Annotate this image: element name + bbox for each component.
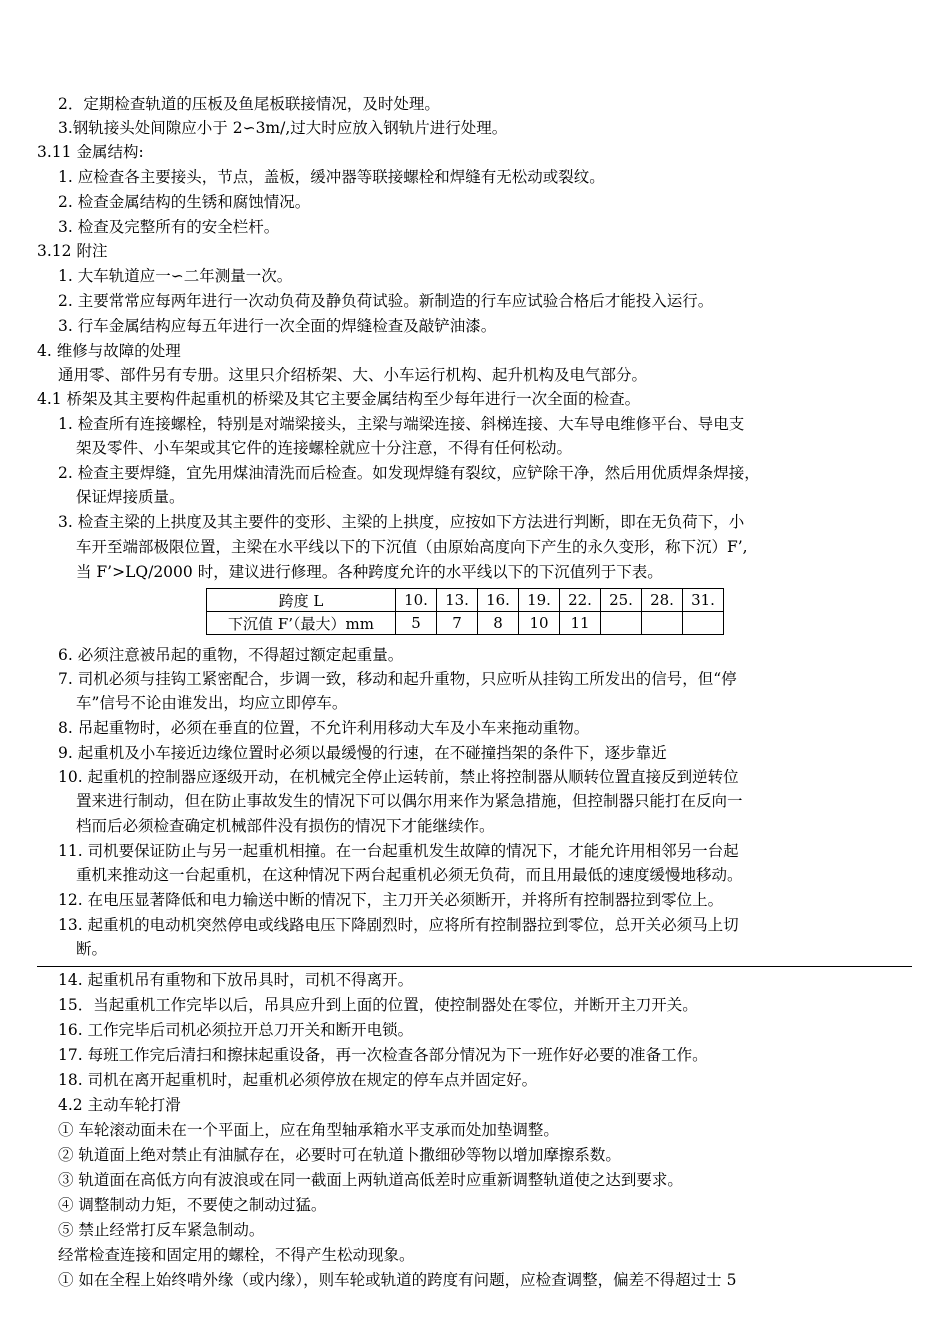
table-cell: 19. [519, 589, 560, 612]
text-line: 重机来推动这一台起重机，在这种情况下两台起重机必须无负荷，而且用最低的速度缓慢地移动。 [76, 866, 743, 884]
text-line: ⑤ 禁止经常打反车紧急制动。 [58, 1221, 265, 1239]
text-line: 3.钢轨接头处间隙应小于 2∽3m/,过大时应放入钢轨片进行处理。 [58, 119, 508, 137]
text-line: 1. 应检查各主要接头，节点，盖板，缓冲器等联接螺栓和焊缝有无松动或裂纹。 [58, 168, 605, 186]
text-line: ② 轨道面上绝对禁止有油腻存在，必要时可在轨道卜撒细砂等物以增加摩擦系数。 [58, 1146, 621, 1164]
table-cell: 25. [601, 589, 642, 612]
text-line: 11. 司机要保证防止与另一起重机相撞。在一台起重机发生故障的情况下，才能允许用相邻另一台起 [58, 842, 739, 860]
text-line: 1. 检查所有连接螺栓，特别是对端梁接头，主梁与端梁连接、斜梯连接、大车导电维修平台、导电支 [58, 415, 745, 433]
table-cell: 11 [560, 612, 601, 635]
text-line: 置来进行制动，但在防止事故发生的情况下可以偶尔用来作为紧急措施，但控制器只能打在反向一 [76, 792, 743, 810]
text-line: 7. 司机必须与挂钩工紧密配合，步调一致，移动和起升重物，只应听从挂钩工所发出的信号，但“停 [58, 670, 737, 688]
text-line: ③ 轨道面在高低方向有波浪或在同一截面上两轨道高低差时应重新调整轨道使之达到要求。 [58, 1171, 683, 1189]
text-line: 2. 主要常常应每两年进行一次动负荷及静负荷试验。新制造的行车应试验合格后才能投入运行。 [58, 292, 714, 310]
text-line: 8. 吊起重物时，必须在垂直的位置，不允许利用移动大车及小车来拖动重物。 [58, 719, 590, 737]
table-cell: 16. [478, 589, 519, 612]
table-cell: 7 [437, 612, 478, 635]
text-line: 保证焊接质量。 [76, 488, 185, 506]
text-line: ④ 调整制动力矩，不要使之制动过猛。 [58, 1196, 327, 1214]
text-line: 经常检查连接和固定用的螺栓，不得产生松动现象。 [58, 1246, 415, 1264]
text-line: 17. 每班工作完后清扫和擦抹起重设备，再一次检查各部分情况为下一班作好必要的准备工作。 [58, 1046, 708, 1064]
text-line: 4.1 桥架及其主要构件起重机的桥梁及其它主要金属结构至少每年进行一次全面的检查。 [37, 390, 641, 408]
text-line: 车开至端部极限位置，主梁在水平线以下的下沉值（由原始高度向下产生的永久变形，称下沉）F’, [76, 538, 748, 556]
text-line: 车”信号不论由谁发出，均应立即停车。 [76, 694, 348, 712]
table-cell: 10 [519, 612, 560, 635]
table-cell [601, 612, 642, 635]
table-cell: 8 [478, 612, 519, 635]
text-line: 3. 检查及完整所有的安全栏杆。 [58, 218, 280, 236]
table-cell [683, 612, 724, 635]
text-line: 当 F’>LQ/2000 时，建议进行修理。各种跨度允许的水平线以下的下沉值列于下表。 [76, 563, 663, 581]
text-line: 6. 必须注意被吊起的重物，不得超过额定起重量。 [58, 646, 404, 664]
text-line: 10. 起重机的控制器应逐级开动，在机械完全停止运转前，禁止将控制器从顺转位置直接反到逆转位 [58, 768, 739, 786]
text-line: 18. 司机在离开起重机时，起重机必须停放在规定的停车点并固定好。 [58, 1071, 538, 1089]
text-line: 12. 在电压显著降低和电力输送中断的情况下，主刀开关必须断开，并将所有控制器拉到零位上。 [58, 891, 724, 909]
text-line: 9. 起重机及小车接近边缘位置时必须以最缓慢的行速，在不碰撞挡架的条件下，逐步靠近 [58, 744, 667, 762]
text-line: 断。 [76, 940, 108, 958]
span-sink-table [206, 588, 724, 635]
text-line: 档而后必须检查确定机械部件没有损伤的情况下才能继续作。 [76, 817, 495, 835]
text-line: 1. 大车轨道应一∽二年测量一次。 [58, 267, 293, 285]
text-line: 15．当起重机工作完毕以后，吊具应升到上面的位置，使控制器处在零位，并断开主刀开关。 [58, 996, 698, 1014]
text-line: 4. 维修与故障的处理 [37, 342, 181, 360]
text-line: 3.11 金属结构: [37, 143, 144, 161]
text-line: ① 车轮滚动面未在一个平面上，应在角型轴承箱水平支承而处加垫调整。 [58, 1121, 559, 1139]
text-line: 2. 检查金属结构的生锈和腐蚀情况。 [58, 193, 311, 211]
text-line: 3. 检查主梁的上拱度及其主要件的变形、主梁的上拱度，应按如下方法进行判断，即在无负荷下，小 [58, 513, 745, 531]
page-divider [37, 966, 912, 967]
text-line: 3. 行车金属结构应每五年进行一次全面的焊缝检查及敲铲油漆。 [58, 317, 497, 335]
table-cell [642, 612, 683, 635]
table-cell: 31. [683, 589, 724, 612]
table-cell: 28. [642, 589, 683, 612]
table-row-span [207, 589, 724, 612]
text-line: ① 如在全程上始终啃外缘（或内缘），则车轮或轨道的跨度有问题，应检查调整，偏差不得超过士 5 [58, 1271, 737, 1289]
text-line: 2. 检查主要焊缝，宜先用煤油清洗而后检查。如发现焊缝有裂纹，应铲除干净，然后用优质焊条焊接， [58, 464, 760, 482]
table-row-sink [207, 612, 724, 635]
table-header-sink: 下沉值 F’（最大）mm [207, 612, 396, 635]
table-header-span: 跨度 L [207, 589, 396, 612]
text-line: 16. 工作完毕后司机必须拉开总刀开关和断开电锁。 [58, 1021, 414, 1039]
table-cell: 5 [396, 612, 437, 635]
text-line: 4.2 主动车轮打滑 [58, 1096, 181, 1114]
text-line: 通用零、部件另有专册。这里只介绍桥架、大、小车运行机构、起升机构及电气部分。 [58, 366, 648, 384]
text-line: 3.12 附注 [37, 242, 108, 260]
text-line: 13. 起重机的电动机突然停电或线路电压下降剧烈时，应将所有控制器拉到零位，总开关必须马上切 [58, 916, 739, 934]
table-cell: 10. [396, 589, 437, 612]
table-cell: 22. [560, 589, 601, 612]
text-line: 2．定期检查轨道的压板及鱼尾板联接情况，及时处理。 [58, 95, 440, 113]
text-line: 架及零件、小车架或其它件的连接螺栓就应十分注意，不得有任何松动。 [76, 439, 573, 457]
table-cell: 13. [437, 589, 478, 612]
text-line: 14. 起重机吊有重物和下放吊具时，司机不得离开。 [58, 971, 414, 989]
